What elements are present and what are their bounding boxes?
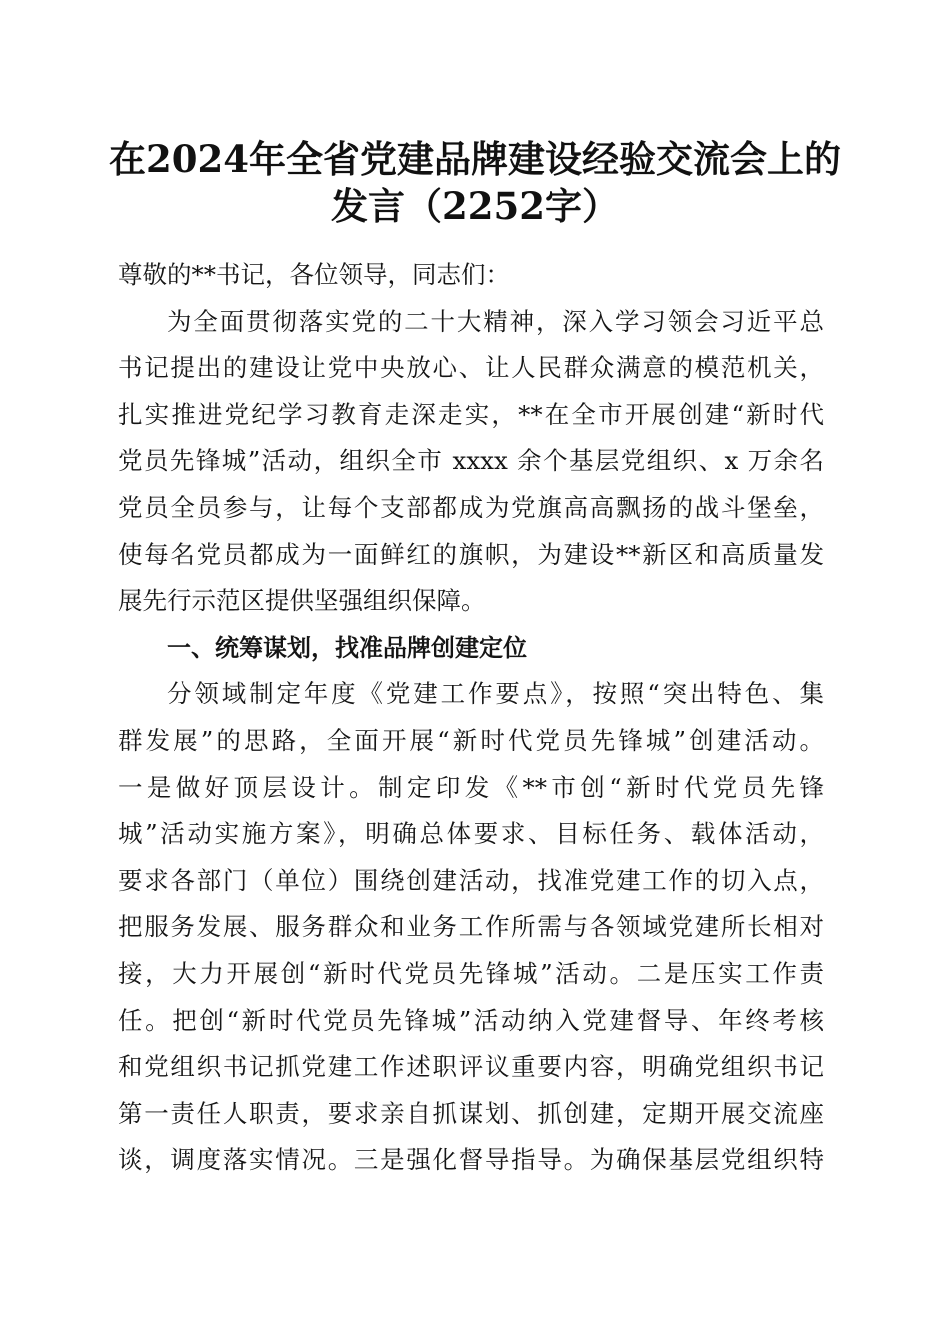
- section-line: 和党组织书记抓党建工作述职评议重要内容，明确党组织书记: [118, 1052, 824, 1082]
- section-line: 把服务发展、服务群众和业务工作所需与各领域党建所长相对: [118, 912, 824, 942]
- title-line-1: 在2024年全省党建品牌建设经验交流会上的: [109, 137, 841, 181]
- section-line: 一是做好顶层设计。制定印发《**市创“新时代党员先锋: [118, 772, 824, 802]
- intro-line: 党员先锋城”活动，组织全市 xxxx 余个基层党组织、x 万余名: [118, 446, 824, 476]
- document-body: [118, 252, 824, 1184]
- section-line: 接，大力开展创“新时代党员先锋城”活动。二是压实工作责: [118, 958, 824, 988]
- intro-line: 书记提出的建设让党中央放心、让人民群众满意的模范机关，: [118, 353, 824, 383]
- intro-line: 扎实推进党纪学习教育走深走实，**在全市开展创建“新时代: [118, 399, 824, 429]
- section-line: 第一责任人职责，要求亲自抓谋划、抓创建，定期开展交流座: [118, 1098, 824, 1128]
- section-line: 要求各部门（单位）围绕创建活动，找准党建工作的切入点，: [118, 865, 824, 895]
- section-line: 任。把创“新时代党员先锋城”活动纳入党建督导、年终考核: [118, 1005, 824, 1035]
- section-line: 谈，调度落实情况。三是强化督导指导。为确保基层党组织特: [118, 1145, 824, 1175]
- document-title: [100, 136, 850, 230]
- salutation: 尊敬的**书记，各位领导，同志们：: [118, 260, 510, 289]
- section-line: 城”活动实施方案》，明确总体要求、目标任务、载体活动，: [118, 819, 824, 849]
- intro-line: 使每名党员都成为一面鲜红的旗帜，为建设**新区和高质量发: [118, 539, 824, 569]
- intro-line: 党员全员参与，让每个支部都成为党旗高高飘扬的战斗堡垒，: [118, 492, 824, 522]
- title-line-2: 发言（2252字）: [331, 184, 619, 228]
- intro-line: 展先行示范区提供坚强组织保障。: [118, 586, 486, 616]
- section-line: 群发展”的思路，全面开展“新时代党员先锋城”创建活动。: [118, 725, 824, 755]
- intro-line: 为全面贯彻落实党的二十大精神，深入学习领会习近平总: [167, 306, 824, 336]
- section-line: 分领域制定年度《党建工作要点》，按照“突出特色、集: [167, 679, 824, 709]
- section-heading: 一、统筹谋划，找准品牌创建定位: [167, 633, 527, 662]
